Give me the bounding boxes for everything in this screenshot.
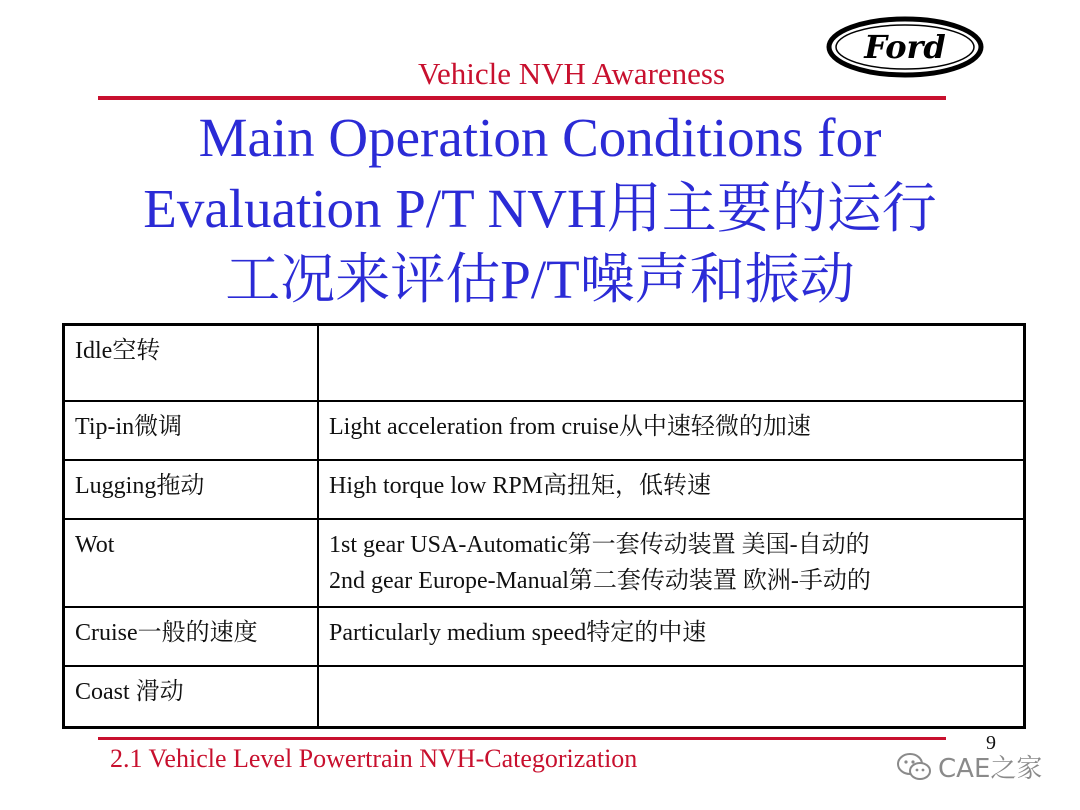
description-cell [318, 325, 1025, 402]
watermark [896, 748, 1042, 785]
condition-cell: Tip-in微调 [64, 401, 319, 460]
condition-cell: Lugging拖动 [64, 460, 319, 519]
table-row [64, 607, 1025, 666]
description-cell [318, 519, 1025, 607]
description-line: 2nd gear Europe-Manual第二套传动装置 欧洲-手动的 [329, 568, 871, 594]
description-line: Particularly medium speed特定的中速 [329, 620, 707, 646]
header-divider [98, 96, 946, 100]
condition-cell: Cruise一般的速度 [64, 607, 319, 666]
description-line: High torque low RPM高扭矩，低转速 [329, 473, 712, 499]
table-row [64, 666, 1025, 728]
table-row [64, 401, 1025, 460]
slide-title [60, 102, 1020, 315]
table-row [64, 325, 1025, 402]
description-cell [318, 607, 1025, 666]
table-row [64, 460, 1025, 519]
ford-logo-text: Ford [864, 28, 946, 66]
description-line: Light acceleration from cruise从中速轻微的加速 [329, 414, 811, 440]
description-cell [318, 666, 1025, 728]
condition-cell: Coast 滑动 [64, 666, 319, 728]
description-cell [318, 401, 1025, 460]
wechat-icon [896, 752, 932, 782]
ford-logo [826, 16, 984, 78]
condition-cell: Wot [64, 519, 319, 607]
slide-title-line-2: Evaluation P/T NVH用主要的运行 [143, 178, 937, 239]
watermark-text: CAE之家 [938, 754, 1043, 784]
description-line: 1st gear USA-Automatic第一套传动装置 美国-自动的 [329, 532, 870, 558]
page-number: 9 [986, 732, 996, 754]
table-row [64, 519, 1025, 607]
footer-title: 2.1 Vehicle Level Powertrain NVH-Categorization [110, 744, 638, 773]
footer-divider [98, 737, 946, 740]
slide-title-line-3: 工况来评估P/T噪声和振动 [225, 249, 855, 310]
condition-cell: Idle空转 [64, 325, 319, 402]
description-cell [318, 460, 1025, 519]
header-title: Vehicle NVH Awareness [418, 56, 726, 91]
slide-title-line-1: Main Operation Conditions for [198, 107, 882, 168]
conditions-table [62, 323, 1026, 729]
